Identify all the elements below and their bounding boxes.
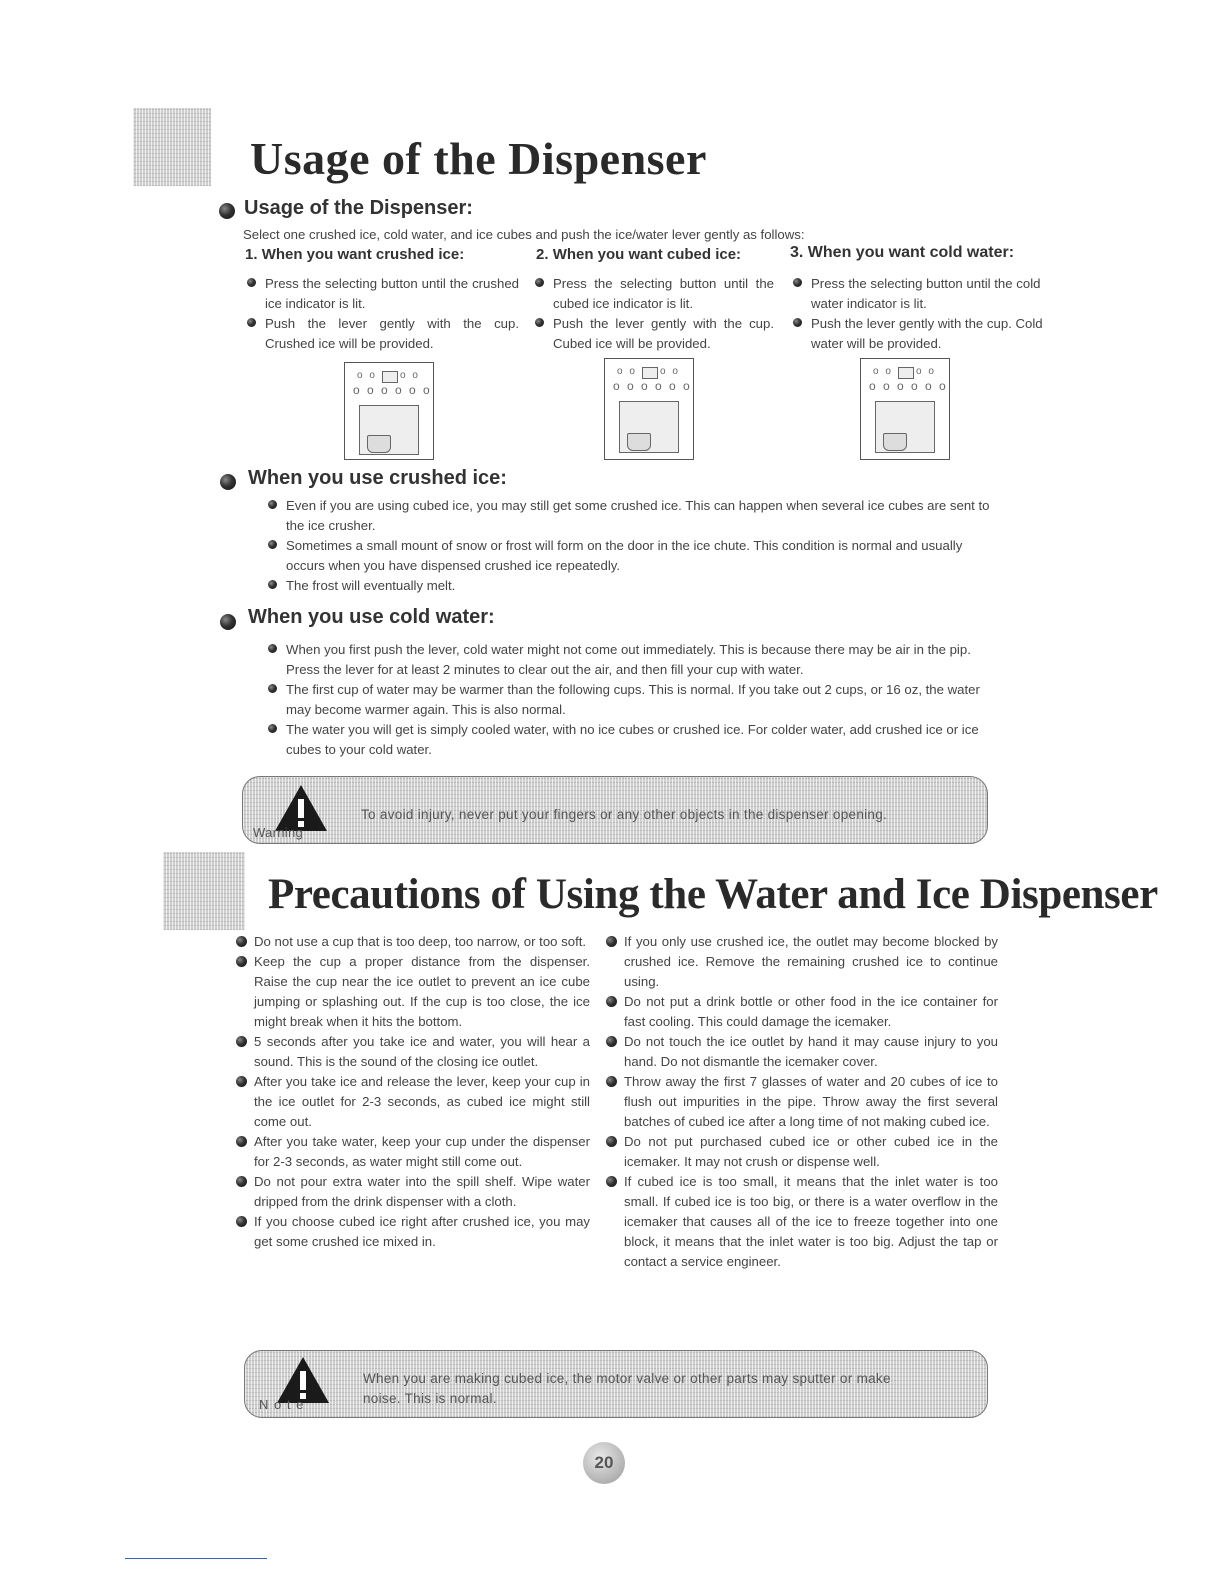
- list-item-text: After you take water, keep your cup under the dispenser for 2-3 seconds, as water might still come out.: [254, 1134, 590, 1169]
- bullet-icon: [606, 1176, 617, 1187]
- crushed-ice-heading: When you use crushed ice:: [248, 467, 507, 489]
- indicator-dots-row: o o o o o o: [869, 379, 948, 393]
- bullet-icon: [236, 1136, 247, 1147]
- list-item-text: Push the lever gently with the cup. Crushed ice will be provided.: [265, 316, 519, 351]
- bullet-icon: [236, 956, 247, 967]
- dispenser-diagram-water: [860, 358, 950, 460]
- crushed-heading-bullet-icon: [220, 474, 236, 490]
- column-2-heading: [536, 246, 741, 263]
- bullet-icon: [268, 500, 277, 509]
- bullet-icon: [236, 936, 247, 947]
- bullet-icon: [793, 278, 802, 287]
- list-item-text: The frost will eventually melt.: [286, 578, 456, 593]
- cup-icon: [367, 435, 391, 453]
- footer-rule: [125, 1558, 267, 1559]
- list-item: [243, 314, 519, 354]
- list-item-text: After you take ice and release the lever, keep your cup in the ice outlet for 2-3 seconds, as cubed ice might still come out.: [254, 1074, 590, 1129]
- column-1-list: [243, 274, 519, 354]
- warning-banner: [242, 776, 988, 844]
- cup-icon: [883, 433, 907, 451]
- column-3-heading-text: When you want cold water:: [807, 244, 1015, 261]
- column-1-heading-text: When you want crushed ice:: [261, 246, 465, 263]
- section-1-hatch-block: [133, 108, 211, 186]
- bullet-icon: [268, 540, 277, 549]
- cup-icon: [627, 433, 651, 451]
- bullet-icon: [606, 1076, 617, 1087]
- list-item-text: Press the selecting button until the cubed ice indicator is lit.: [553, 276, 774, 311]
- bullet-icon: [247, 318, 256, 327]
- list-item: [232, 1212, 590, 1252]
- list-item-text: If you only use crushed ice, the outlet may become blocked by crushed ice. Remove the remaining crushed ice to continue using.: [624, 934, 998, 989]
- list-item-text: Push the lever gently with the cup. Cubed ice will be provided.: [553, 316, 774, 351]
- bullet-icon: [606, 936, 617, 947]
- list-item: [232, 1132, 590, 1172]
- bullet-icon: [606, 1036, 617, 1047]
- list-item: [602, 1132, 998, 1172]
- bullet-icon: [606, 1136, 617, 1147]
- column-1-number: 1.: [245, 246, 258, 263]
- list-item-text: If you choose cubed ice right after crushed ice, you may get some crushed ice mixed in.: [254, 1214, 590, 1249]
- note-banner: [244, 1350, 988, 1418]
- bullet-icon: [535, 318, 544, 327]
- note-label: N o t e: [259, 1397, 305, 1412]
- list-item-text: Sometimes a small mount of snow or frost will form on the door in the ice chute. This condition is normal and usually occurs when you have dispensed crushed ice repeatedly.: [286, 538, 963, 573]
- list-item-text: When you first push the lever, cold water might not come out immediately. This is because there may be air in the pip. Press the lever for at least 2 minutes to clear out the air, and then fill your cup with water.: [286, 642, 971, 677]
- list-item: [602, 992, 998, 1032]
- warning-label: Warning: [253, 825, 304, 840]
- section-1-subtitle: Usage of the Dispenser:: [244, 197, 473, 219]
- indicator-dots-right: o o: [400, 370, 420, 381]
- list-item-text: Keep the cup a proper distance from the dispenser. Raise the cup near the ice outlet to prevent an ice cube jumping or splashing out. If the cup is too close, the ice might break when it hits the bottom.: [254, 954, 590, 1029]
- list-item-text: The first cup of water may be warmer than the following cups. This is normal. If you take out 2 cups, or 16 oz, the water may become warmer again. This is also normal.: [286, 682, 980, 717]
- section-1-title: Usage of the Dispenser: [250, 133, 707, 184]
- display-icon: [898, 367, 914, 379]
- warning-text: To avoid injury, never put your fingers or any other objects in the dispenser opening.: [361, 807, 888, 822]
- column-2-number: 2.: [536, 246, 549, 263]
- list-item: [264, 536, 992, 576]
- display-icon: [642, 367, 658, 379]
- list-item: [232, 932, 590, 952]
- list-item-text: Throw away the first 7 glasses of water and 20 cubes of ice to flush out impurities in the pipe. Throw away the first several batches of cubed ice after a long time of not making cubed ice.: [624, 1074, 998, 1129]
- list-item: [602, 1032, 998, 1072]
- precautions-right-list: [602, 932, 998, 1272]
- list-item: [232, 952, 590, 1032]
- list-item: [531, 274, 774, 314]
- list-item-text: Do not put a drink bottle or other food in the ice container for fast cooling. This could damage the icemaker.: [624, 994, 998, 1029]
- bullet-icon: [268, 684, 277, 693]
- bullet-icon: [236, 1076, 247, 1087]
- list-item-text: Push the lever gently with the cup. Cold water will be provided.: [811, 316, 1043, 351]
- bullet-icon: [236, 1036, 247, 1047]
- list-item: [789, 274, 1047, 314]
- dispenser-diagram-crushed: [344, 362, 434, 460]
- list-item-text: The water you will get is simply cooled water, with no ice cubes or crushed ice. For colder water, add crushed ice or ice cubes to your cold water.: [286, 722, 979, 757]
- column-3-heading: [790, 244, 1014, 262]
- list-item-text: Do not touch the ice outlet by hand it may cause injury to you hand. Do not dismantle the icemaker cover.: [624, 1034, 998, 1069]
- bullet-icon: [268, 644, 277, 653]
- column-3-list: [789, 274, 1047, 354]
- column-3-number: 3.: [790, 244, 804, 261]
- list-item-text: Even if you are using cubed ice, you may still get some crushed ice. This can happen when several ice cubes are sent to the ice crusher.: [286, 498, 990, 533]
- column-2-heading-text: When you want cubed ice:: [552, 246, 742, 263]
- bullet-icon: [793, 318, 802, 327]
- crushed-ice-list: [264, 496, 992, 596]
- indicator-dots-row: o o o o o o: [613, 379, 692, 393]
- display-icon: [382, 371, 398, 383]
- indicator-dots-top: o o: [617, 366, 637, 377]
- list-item: [602, 1172, 998, 1272]
- section-1-subtitle-bullet-icon: [219, 203, 235, 219]
- list-item: [232, 1172, 590, 1212]
- list-item-text: Do not put purchased cubed ice or other cubed ice in the icemaker. It may not crush or dispense well.: [624, 1134, 998, 1169]
- bullet-icon: [236, 1176, 247, 1187]
- column-1-heading: [245, 246, 464, 263]
- section-1-intro: Select one crushed ice, cold water, and ice cubes and push the ice/water lever gently as follows:: [243, 227, 805, 242]
- list-item: [602, 932, 998, 992]
- precautions-left-list: [232, 932, 590, 1252]
- indicator-dots-right: o o: [660, 366, 680, 377]
- indicator-dots-right: o o: [916, 366, 936, 377]
- note-text-line-1: When you are making cubed ice, the motor valve or other parts may sputter or make: [363, 1371, 891, 1386]
- list-item: [531, 314, 774, 354]
- list-item: [232, 1032, 590, 1072]
- indicator-dots-top: o o: [873, 366, 893, 377]
- section-2-hatch-block: [163, 852, 245, 930]
- list-item: [243, 274, 519, 314]
- list-item: [789, 314, 1047, 354]
- column-2-list: [531, 274, 774, 354]
- list-item-text: 5 seconds after you take ice and water, you will hear a sound. This is the sound of the closing ice outlet.: [254, 1034, 590, 1069]
- list-item: [602, 1072, 998, 1132]
- bullet-icon: [268, 580, 277, 589]
- indicator-dots-top: o o: [357, 370, 377, 381]
- bullet-icon: [606, 996, 617, 1007]
- bullet-icon: [247, 278, 256, 287]
- list-item: [264, 496, 992, 536]
- cold-water-list: [264, 640, 990, 760]
- list-item: [264, 576, 992, 596]
- list-item: [264, 640, 990, 680]
- list-item-text: Press the selecting button until the cold water indicator is lit.: [811, 276, 1041, 311]
- list-item-text: If cubed ice is too small, it means that the inlet water is too small. If cubed ice is too big, or there is a water overflow in the icemaker that causes all of the ice to freeze together into one block, it means that the inlet water is too big. Adjust the tap or contact a service engineer.: [624, 1174, 998, 1269]
- cold-water-heading: When you use cold water:: [248, 606, 495, 628]
- list-item-text: Do not pour extra water into the spill shelf. Wipe water dripped from the drink dispenser with a cloth.: [254, 1174, 590, 1209]
- list-item: [232, 1072, 590, 1132]
- page-number: 20: [583, 1442, 625, 1484]
- list-item: [264, 720, 990, 760]
- list-item-text: Do not use a cup that is too deep, too narrow, or too soft.: [254, 934, 587, 949]
- list-item-text: Press the selecting button until the crushed ice indicator is lit.: [265, 276, 519, 311]
- note-text-line-2: noise. This is normal.: [363, 1391, 497, 1406]
- cold-heading-bullet-icon: [220, 614, 236, 630]
- bullet-icon: [236, 1216, 247, 1227]
- indicator-dots-row: o o o o o o: [353, 383, 432, 397]
- bullet-icon: [268, 724, 277, 733]
- bullet-icon: [535, 278, 544, 287]
- dispenser-diagram-cubed: [604, 358, 694, 460]
- list-item: [264, 680, 990, 720]
- section-2-title: Precautions of Using the Water and Ice Dispenser: [268, 871, 1158, 918]
